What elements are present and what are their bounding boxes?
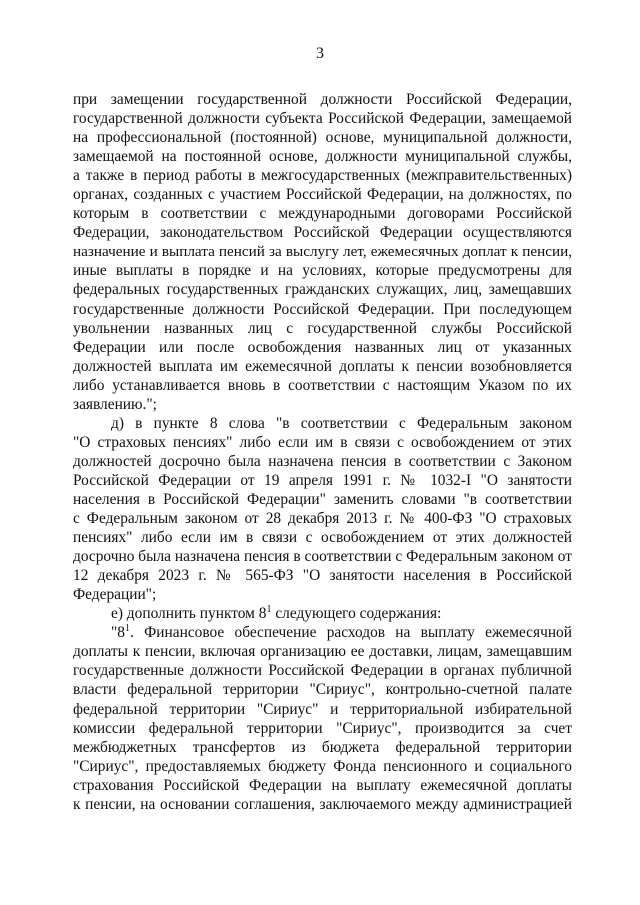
- text-line: межбюджетных трансфертов из бюджета федеральной территории: [73, 738, 572, 756]
- text-line: при замещении государственной должности Российской Федерации,: [73, 91, 572, 108]
- superscript-number: 1: [124, 623, 130, 635]
- text-line: федеральных государственных гражданских служащих, лиц, замещавших: [73, 281, 572, 299]
- text-line: населения в Российской Федерации" заменить словами "в соответствии: [73, 490, 572, 508]
- text-line: должностей выплата им ежемесячной доплаты к пенсии возобновляется: [73, 357, 572, 375]
- text-line: должностей досрочно была назначена пенсия в соответствии с Законом: [73, 452, 572, 470]
- text-line: комиссии федеральной территории "Сириус", производится за счет: [73, 719, 572, 737]
- text-line: Федерации";: [73, 586, 157, 604]
- text-line: на профессиональной (постоянной) основе, муниципальной должности,: [73, 129, 572, 147]
- text-line: назначение и выплата пенсий за выслугу лет, ежемесячных доплат к пенсии,: [73, 243, 572, 261]
- text-fragment: следующего содержания:: [271, 605, 442, 623]
- text-line-paragraph-start: [73, 623, 572, 642]
- text-line: государственные должности Российской Федерации. При последующем: [73, 300, 572, 318]
- text-line: государственные должности Российской Федерации в органах публичной: [73, 662, 572, 680]
- text-line-paragraph-start: д) в пункте 8 слова "в соответствии с Федеральным законом: [111, 414, 572, 432]
- text-line: пенсиях" либо если им в связи с освобождением от этих должностей: [73, 529, 572, 547]
- text-fragment: е) дополнить пунктом 8: [111, 605, 267, 623]
- text-line: заявлению.";: [73, 395, 157, 413]
- text-line: увольнении названных лиц с государственной службы Российской: [73, 319, 572, 337]
- text-line: "Сириус", предоставляемых бюджету Фонда пенсионного и социального: [73, 757, 572, 775]
- text-line: государственной должности субъекта Российской Федерации, замещаемой: [73, 110, 572, 128]
- text-line: которым в соответствии с международными договорами Российской: [73, 205, 572, 223]
- text-line-paragraph-start: [73, 604, 572, 623]
- text-line: "О страховых пенсиях" либо если им в связи с освобождением от этих: [73, 433, 572, 451]
- text-line: Федерации или после освобождения названных лиц от указанных: [73, 338, 572, 356]
- text-line: Российской Федерации от 19 апреля 1991 г. № 1032-I "О занятости: [73, 471, 572, 489]
- page-number: 3: [316, 45, 324, 62]
- superscript-number: 1: [266, 604, 272, 616]
- text-line: к пенсии, на основании соглашения, заключаемого между администрацией: [73, 795, 572, 813]
- text-line: органах, созданных с участием Российской Федерации, на должностях, по: [73, 186, 572, 204]
- text-line: власти федеральной территории "Сириус", контрольно-счетной палате: [73, 681, 572, 699]
- text-line: с Федеральным законом от 28 декабря 2013 г. № 400-ФЗ "О страховых: [73, 510, 572, 528]
- text-line: страхования Российской Федерации на выплату ежемесячной доплаты: [73, 776, 572, 794]
- text-line: иные выплаты в порядке и на условиях, которые предусмотрены для: [73, 262, 572, 280]
- text-line: а также в период работы в межгосударственных (межправительственных): [73, 167, 572, 185]
- document-body: [73, 90, 572, 814]
- text-line: 12 декабря 2023 г. № 565-ФЗ "О занятости населения в Российской: [73, 567, 572, 585]
- text-fragment: "8: [111, 624, 125, 642]
- text-line: замещаемой на постоянной основе, должности муниципальной службы,: [73, 148, 572, 166]
- text-line: федеральной территории "Сириус" и территориальной избирательной: [73, 700, 572, 718]
- text-fragment: . Финансовое обеспечение расходов на выплату ежемесячной: [129, 624, 572, 642]
- text-line: доплаты к пенсии, включая организацию ее доставки, лицам, замещавшим: [73, 643, 572, 661]
- text-line: досрочно была назначена пенсия в соответствии с Федеральным законом от: [73, 548, 572, 566]
- text-line: Федерации, законодательством Российской Федерации осуществляются: [73, 224, 572, 242]
- text-line: либо устанавливается вновь в соответствии с настоящим Указом по их: [73, 376, 572, 394]
